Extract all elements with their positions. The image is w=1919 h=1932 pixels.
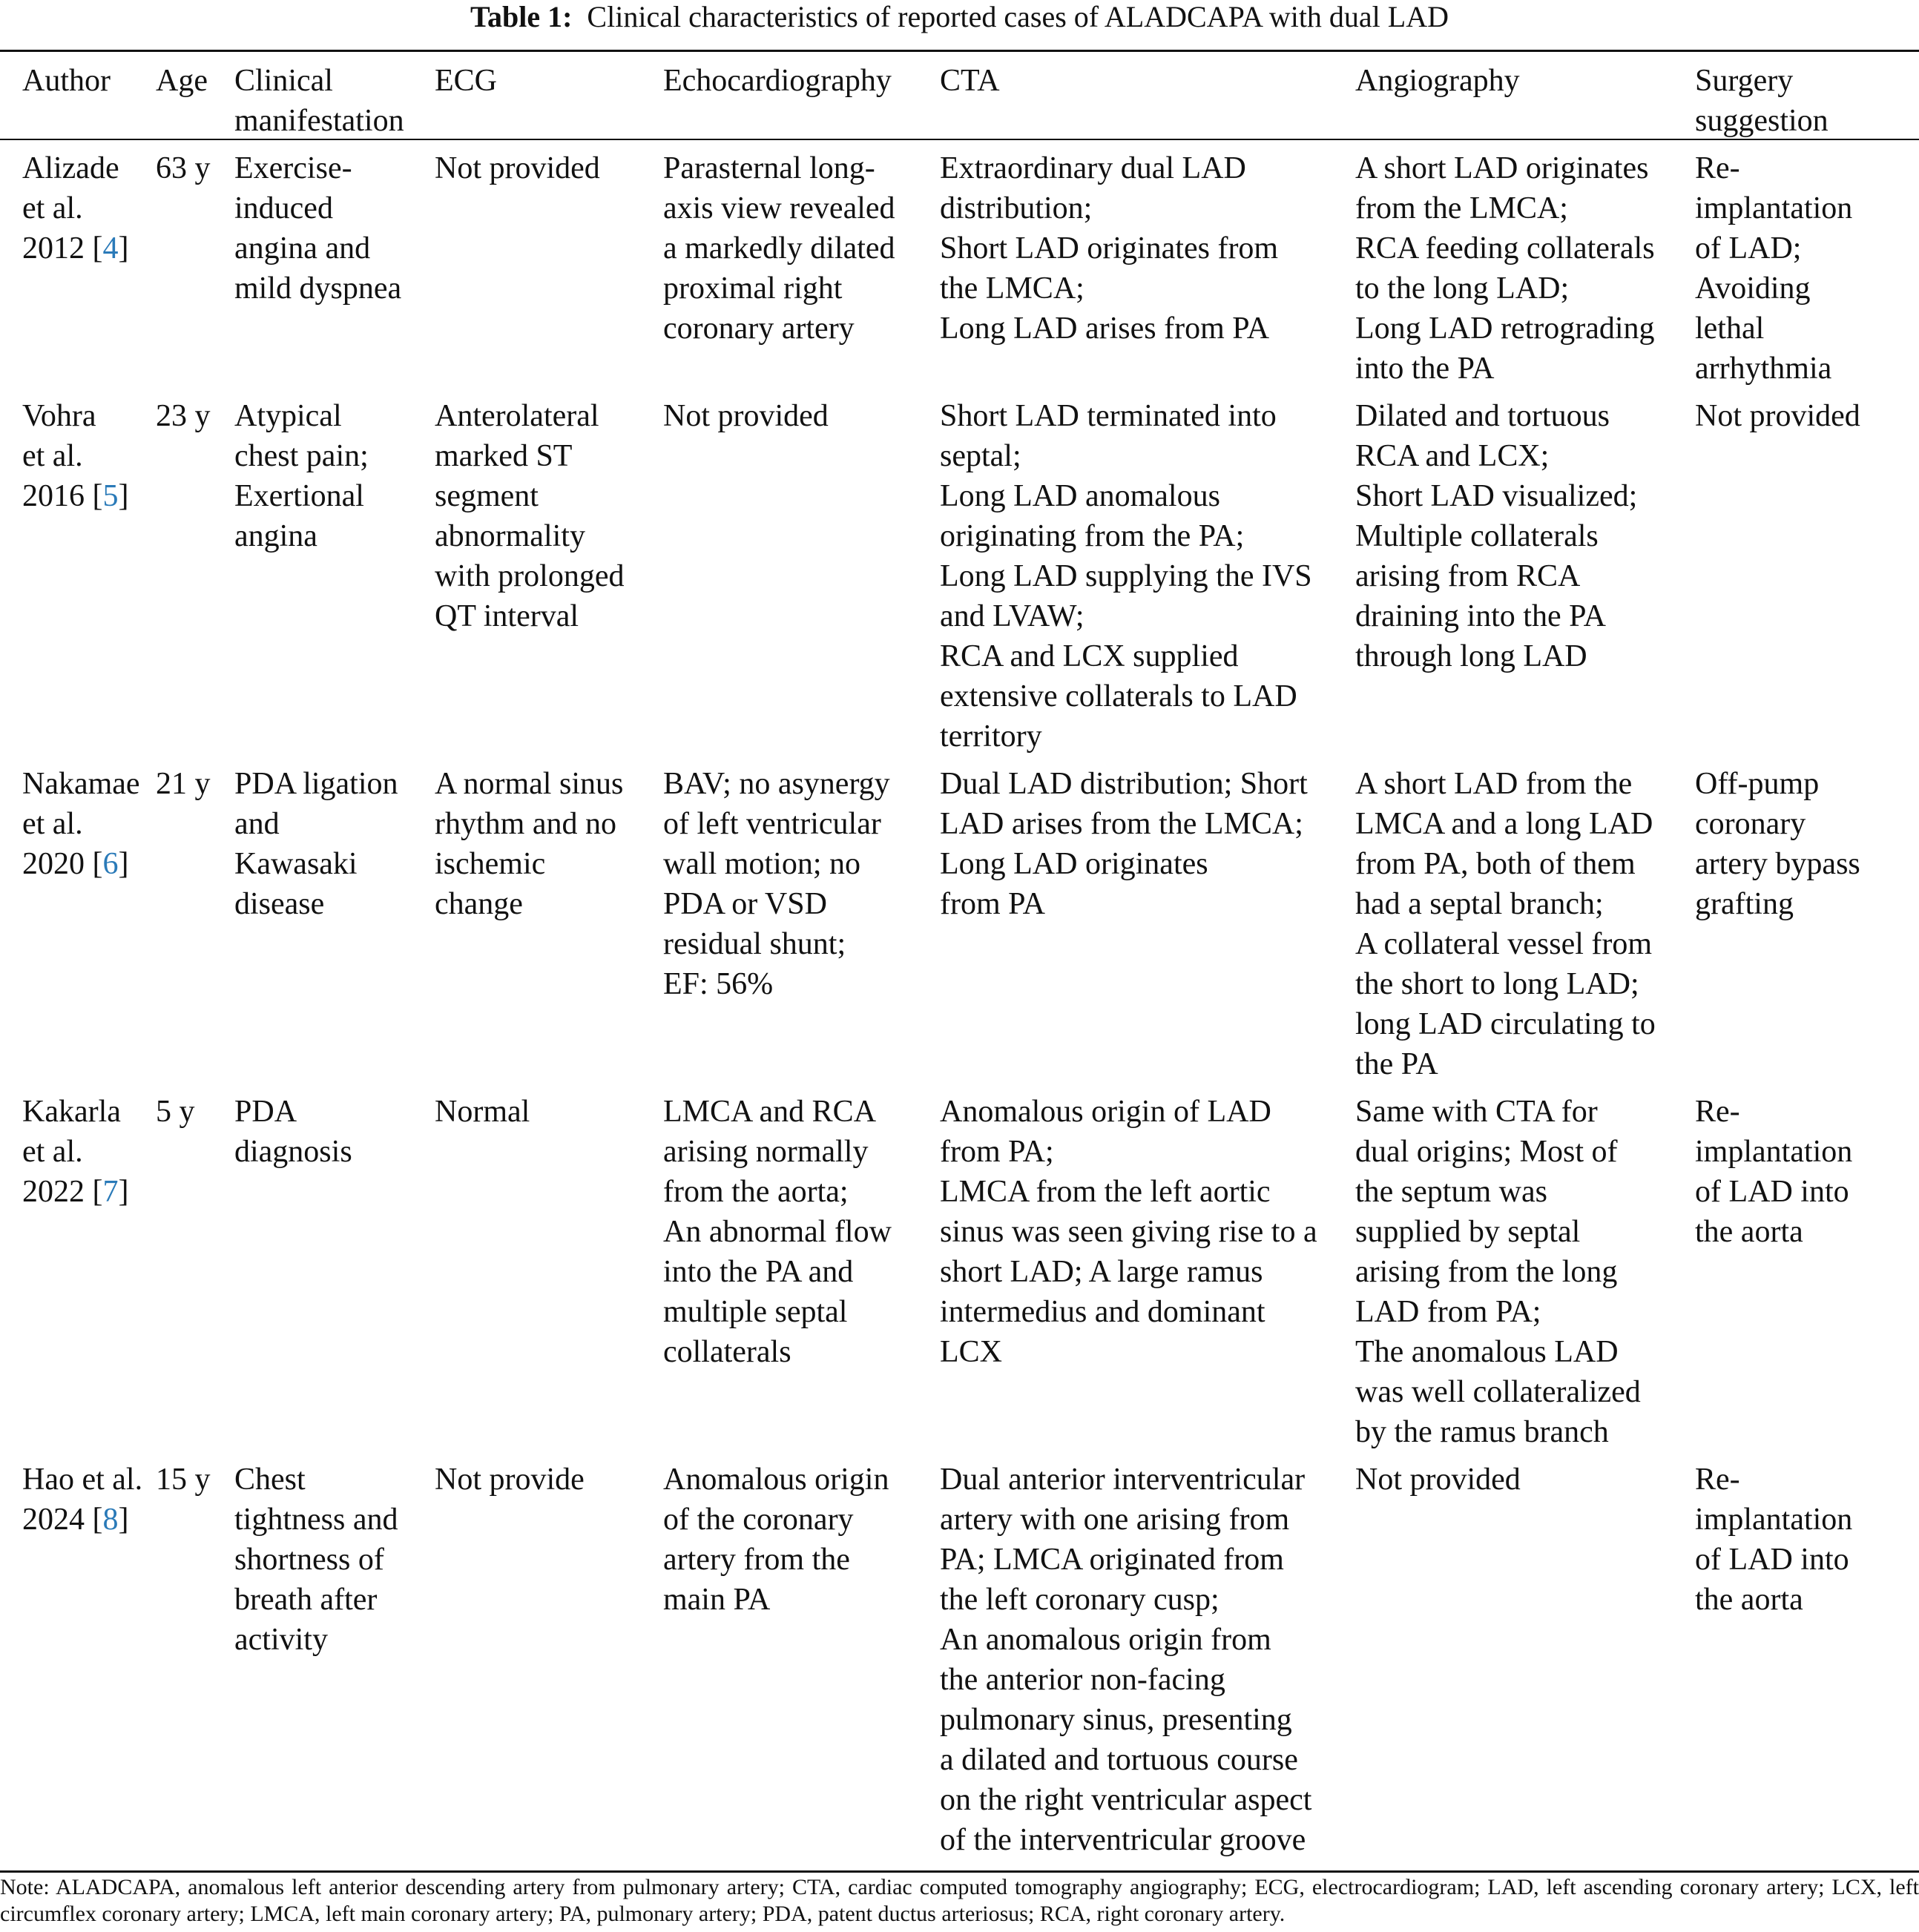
cell-line: Not provide <box>435 1463 585 1497</box>
author-year: 2020 <box>22 847 85 881</box>
cell-line: Alizade <box>22 151 119 185</box>
cell-angiography <box>1355 1084 1695 1452</box>
cell-line: implantation <box>1695 1135 1853 1169</box>
cell-line: pulmonary sinus, presenting <box>940 1703 1292 1737</box>
cell-line <box>22 476 156 516</box>
cell-line: main PA <box>663 1583 771 1617</box>
cell-line: The anomalous LAD <box>1355 1335 1619 1369</box>
cell-line: Long LAD anomalous <box>940 479 1220 513</box>
header-age <box>156 52 234 141</box>
cell-line: Long LAD originates <box>940 847 1208 881</box>
table-note: Note: ALADCAPA, anomalous left anterior descending artery from pulmonary artery; CTA, cardiac computed tomography angiography; ECG, electrocardiogram; LAD, left ascending coronary artery; LCX, left circumflex coronary artery; LMCA, left main coronary artery; PA, pulmonary artery; PDA, patent ductus arteriosus; RCA, right coronary artery. <box>0 1875 1919 1926</box>
cell-clinical-manifestation <box>234 389 435 756</box>
cell-ecg <box>435 389 663 756</box>
cell-line: intermedius and dominant <box>940 1295 1265 1329</box>
cell-line: the aorta <box>1695 1583 1803 1617</box>
cell-surgery-suggestion <box>1695 1084 1919 1452</box>
cell-echocardiography <box>663 756 940 1084</box>
cell-age: 5 y <box>156 1095 195 1129</box>
cell-line: Not provided <box>1355 1463 1521 1497</box>
cell-line <box>22 1172 156 1212</box>
cell-line: Anterolateral <box>435 399 599 433</box>
cell-line: into the PA <box>1355 352 1495 386</box>
cell-line: Re- <box>1695 151 1740 185</box>
cell-line: the LMCA; <box>940 271 1084 306</box>
cell-line <box>22 844 156 884</box>
cell-line: Surgery <box>1695 64 1794 98</box>
reference-link[interactable]: 6 <box>102 847 119 881</box>
cell-line: angina <box>234 519 317 553</box>
cell-cta <box>940 1084 1355 1452</box>
cell-line: et al. <box>22 1135 83 1169</box>
cell-line: sinus was seen giving rise to a <box>940 1215 1317 1249</box>
cell-line: Not provided <box>435 151 600 185</box>
cell-line: extensive collaterals to LAD <box>940 679 1297 713</box>
cell-clinical-manifestation <box>234 1084 435 1452</box>
cell-line: Dilated and tortuous <box>1355 399 1610 433</box>
cell-line: Parasternal long- <box>663 151 875 185</box>
cell-line: axis view revealed <box>663 191 895 225</box>
cell-line: the left coronary cusp; <box>940 1583 1219 1617</box>
cell-line: Hao et al. <box>22 1463 143 1497</box>
cell-echocardiography <box>663 1084 940 1452</box>
cell-line: et al. <box>22 439 83 473</box>
cell-line: CTA <box>940 64 1000 98</box>
cell-line: of left ventricular <box>663 807 881 841</box>
cell-line: territory <box>940 719 1042 754</box>
cell-line: Atypical <box>234 399 342 433</box>
table-caption-text: Clinical characteristics of reported cases of ALADCAPA with dual LAD <box>587 0 1449 33</box>
cell-line: Re- <box>1695 1095 1740 1129</box>
cell-line: Off-pump <box>1695 767 1820 801</box>
cell-author <box>0 389 156 756</box>
cell-echocardiography <box>663 389 940 756</box>
table-row <box>0 389 1919 756</box>
cell-line: the septum was <box>1355 1175 1547 1209</box>
cell-line: disease <box>234 887 325 921</box>
ref-bracket: [ <box>85 1503 103 1537</box>
header-row <box>0 52 1919 141</box>
cell-line: coronary artery <box>663 311 855 346</box>
cell-line: of LAD into <box>1695 1543 1849 1577</box>
reference-link[interactable]: 7 <box>102 1175 119 1209</box>
cell-author <box>0 1084 156 1452</box>
cell-line <box>22 1500 156 1540</box>
cell-line: arising from the long <box>1355 1255 1618 1289</box>
cell-line: originating from the PA; <box>940 519 1245 553</box>
cell-line: Not provided <box>663 399 829 433</box>
header-surgery-suggestion <box>1695 52 1919 141</box>
table-caption-label: Table 1: <box>470 0 573 33</box>
cell-line: chest pain; <box>234 439 369 473</box>
cell-line: Re- <box>1695 1463 1740 1497</box>
cell-line: PA; LMCA originated from <box>940 1543 1284 1577</box>
cell-line: diagnosis <box>234 1135 352 1169</box>
cell-line: from the LMCA; <box>1355 191 1568 225</box>
cell-line: Dual LAD distribution; Short <box>940 767 1308 801</box>
header-angiography <box>1355 52 1695 141</box>
table-row <box>0 1084 1919 1452</box>
cell-line: and <box>234 807 280 841</box>
cell-line: segment <box>435 479 539 513</box>
reference-link[interactable]: 4 <box>102 231 119 266</box>
cell-line: by the ramus branch <box>1355 1415 1609 1449</box>
cell-author <box>0 756 156 1084</box>
cell-line: artery bypass <box>1695 847 1860 881</box>
cell-cta <box>940 389 1355 756</box>
cell-line: of LAD; <box>1695 231 1802 266</box>
cell-line: breath after <box>234 1583 378 1617</box>
cell-age: 15 y <box>156 1463 211 1497</box>
cell-line: Age <box>156 64 208 98</box>
cell-line: arising normally <box>663 1135 869 1169</box>
cell-line: of LAD into <box>1695 1175 1849 1209</box>
cell-line: through long LAD <box>1355 639 1587 673</box>
cell-ecg <box>435 141 663 389</box>
cell-line: the anterior non-facing <box>940 1663 1225 1697</box>
cell-angiography <box>1355 389 1695 756</box>
table-row <box>0 141 1919 389</box>
cell-line: Short LAD originates from <box>940 231 1279 266</box>
cell-line: the short to long LAD; <box>1355 967 1639 1001</box>
clinical-characteristics-table <box>0 52 1919 1860</box>
cell-line: shortness of <box>234 1543 384 1577</box>
cell-line: Not provided <box>1695 399 1860 433</box>
cell-line: manifestation <box>234 104 404 138</box>
cell-line: arrhythmia <box>1695 352 1832 386</box>
cell-echocardiography <box>663 1452 940 1860</box>
cell-line <box>22 228 156 268</box>
cell-line: induced <box>234 191 333 225</box>
cell-angiography <box>1355 756 1695 1084</box>
cell-line: A normal sinus <box>435 767 624 801</box>
cell-line: from PA <box>940 887 1045 921</box>
cell-line: multiple septal <box>663 1295 848 1329</box>
cell-line: artery with one arising from <box>940 1503 1290 1537</box>
cell-line: Avoiding <box>1695 271 1811 306</box>
cell-line: EF: 56% <box>663 967 774 1001</box>
cell-age: 63 y <box>156 151 211 185</box>
cell-line: angina and <box>234 231 371 266</box>
cell-line: to the long LAD; <box>1355 271 1570 306</box>
cell-line: into the PA and <box>663 1255 854 1289</box>
cell-line: Chest <box>234 1463 306 1497</box>
cell-line: PDA ligation <box>234 767 398 801</box>
reference-link[interactable]: 8 <box>102 1503 119 1537</box>
cell-line: the aorta <box>1695 1215 1803 1249</box>
cell-line: of the interventricular groove <box>940 1823 1306 1857</box>
cell-line: Author <box>22 64 111 98</box>
cell-line: short LAD; A large ramus <box>940 1255 1263 1289</box>
ref-bracket: ] <box>118 1503 129 1537</box>
cell-line: coronary <box>1695 807 1806 841</box>
cell-line: lethal <box>1695 311 1765 346</box>
cell-ecg <box>435 756 663 1084</box>
author-year: 2022 <box>22 1175 85 1209</box>
cell-cta <box>940 141 1355 389</box>
cell-line: activity <box>234 1623 328 1657</box>
cell-line: et al. <box>22 807 83 841</box>
cell-line: Multiple collaterals <box>1355 519 1599 553</box>
cell-line: RCA feeding collaterals <box>1355 231 1655 266</box>
cell-line: draining into the PA <box>1355 599 1606 633</box>
cell-line: and LVAW; <box>940 599 1084 633</box>
ref-bracket: ] <box>118 231 129 266</box>
cell-line: Echocardiography <box>663 64 892 98</box>
cell-line: of the coronary <box>663 1503 854 1537</box>
cell-line: was well collateralized <box>1355 1375 1641 1409</box>
cell-line: Long LAD arises from PA <box>940 311 1270 346</box>
ref-bracket: ] <box>118 847 129 881</box>
cell-line: Kawasaki <box>234 847 358 881</box>
cell-line: Anomalous origin of LAD <box>940 1095 1271 1129</box>
ref-bracket: ] <box>118 1175 129 1209</box>
cell-line: septal; <box>940 439 1021 473</box>
cell-line: Extraordinary dual LAD <box>940 151 1246 185</box>
cell-line: artery from the <box>663 1543 850 1577</box>
bottom-rule <box>0 1870 1919 1873</box>
cell-line: ECG <box>435 64 497 98</box>
cell-line: long LAD circulating to <box>1355 1007 1656 1041</box>
cell-line: with prolonged <box>435 559 625 593</box>
cell-clinical-manifestation <box>234 141 435 389</box>
cell-age: 21 y <box>156 767 211 801</box>
author-year: 2012 <box>22 231 85 266</box>
cell-line: et al. <box>22 191 83 225</box>
cell-line: Anomalous origin <box>663 1463 889 1497</box>
ref-bracket: [ <box>85 1175 103 1209</box>
ref-bracket: [ <box>85 231 103 266</box>
header-clinical-manifestation <box>234 52 435 141</box>
cell-line: from PA, both of them <box>1355 847 1636 881</box>
cell-line: Nakamae <box>22 767 140 801</box>
cell-line: suggestion <box>1695 104 1829 138</box>
cell-line: Dual anterior interventricular <box>940 1463 1306 1497</box>
cell-line: LAD arises from the LMCA; <box>940 807 1303 841</box>
author-year: 2024 <box>22 1503 85 1537</box>
cell-line: Short LAD visualized; <box>1355 479 1638 513</box>
cell-line: supplied by septal <box>1355 1215 1581 1249</box>
cell-line: had a septal branch; <box>1355 887 1604 921</box>
cell-line: arising from RCA <box>1355 559 1581 593</box>
table-row <box>0 1452 1919 1860</box>
cell-line: grafting <box>1695 887 1794 921</box>
cell-line: BAV; no asynergy <box>663 767 890 801</box>
cell-line: tightness and <box>234 1503 398 1537</box>
reference-link[interactable]: 5 <box>102 479 119 513</box>
cell-line: the PA <box>1355 1047 1438 1081</box>
cell-line: RCA and LCX supplied <box>940 639 1239 673</box>
cell-cta <box>940 1452 1355 1860</box>
cell-line: An abnormal flow <box>663 1215 892 1249</box>
header-ecg <box>435 52 663 141</box>
cell-line: dual origins; Most of <box>1355 1135 1618 1169</box>
cell-line: from PA; <box>940 1135 1054 1169</box>
table-row <box>0 756 1919 1084</box>
cell-ecg <box>435 1084 663 1452</box>
cell-line: LMCA from the left aortic <box>940 1175 1271 1209</box>
cell-line: PDA <box>234 1095 297 1129</box>
cell-line: marked ST <box>435 439 573 473</box>
cell-line: implantation <box>1695 191 1853 225</box>
cell-surgery-suggestion <box>1695 141 1919 389</box>
cell-echocardiography <box>663 141 940 389</box>
cell-line: ischemic <box>435 847 546 881</box>
table-caption <box>0 0 1919 37</box>
cell-line: Long LAD retrograding <box>1355 311 1655 346</box>
cell-line: LAD from PA; <box>1355 1295 1541 1329</box>
cell-line: Long LAD supplying the IVS <box>940 559 1312 593</box>
cell-line: proximal right <box>663 271 843 306</box>
cell-line: change <box>435 887 523 921</box>
cell-author <box>0 1452 156 1860</box>
cell-line: LMCA and RCA <box>663 1095 877 1129</box>
cell-line: Clinical <box>234 64 333 98</box>
cell-line: wall motion; no <box>663 847 860 881</box>
cell-line: Same with CTA for <box>1355 1095 1598 1129</box>
cell-line: A short LAD originates <box>1355 151 1649 185</box>
cell-clinical-manifestation <box>234 1452 435 1860</box>
ref-bracket: [ <box>85 847 103 881</box>
cell-line: LMCA and a long LAD <box>1355 807 1653 841</box>
cell-surgery-suggestion <box>1695 1452 1919 1860</box>
cell-surgery-suggestion <box>1695 756 1919 1084</box>
cell-line: A collateral vessel from <box>1355 927 1653 961</box>
cell-line: PDA or VSD <box>663 887 827 921</box>
cell-age: 23 y <box>156 399 211 433</box>
cell-line: Vohra <box>22 399 96 433</box>
author-year: 2016 <box>22 479 85 513</box>
cell-line: residual shunt; <box>663 927 846 961</box>
cell-line: distribution; <box>940 191 1093 225</box>
cell-line: on the right ventricular aspect <box>940 1783 1312 1817</box>
cell-line: LCX <box>940 1335 1002 1369</box>
cell-ecg <box>435 1452 663 1860</box>
cell-line: from the aorta; <box>663 1175 849 1209</box>
cell-clinical-manifestation <box>234 756 435 1084</box>
cell-angiography <box>1355 1452 1695 1860</box>
cell-line: QT interval <box>435 599 579 633</box>
cell-line: abnormality <box>435 519 585 553</box>
cell-line: Angiography <box>1355 64 1520 98</box>
cell-angiography <box>1355 141 1695 389</box>
cell-surgery-suggestion <box>1695 389 1919 756</box>
cell-line: a markedly dilated <box>663 231 895 266</box>
cell-line: mild dyspnea <box>234 271 402 306</box>
cell-line: Exertional <box>234 479 364 513</box>
cell-line: An anomalous origin from <box>940 1623 1271 1657</box>
cell-line: rhythm and no <box>435 807 616 841</box>
cell-line: Exercise- <box>234 151 352 185</box>
cell-line: Short LAD terminated into <box>940 399 1277 433</box>
cell-line: a dilated and tortuous course <box>940 1743 1298 1777</box>
cell-line: implantation <box>1695 1503 1853 1537</box>
cell-line: Kakarla <box>22 1095 121 1129</box>
header-author <box>0 52 156 141</box>
cell-line: A short LAD from the <box>1355 767 1633 801</box>
header-echocardiography <box>663 52 940 141</box>
header-cta <box>940 52 1355 141</box>
cell-author <box>0 141 156 389</box>
ref-bracket: [ <box>85 479 103 513</box>
ref-bracket: ] <box>118 479 129 513</box>
cell-line: RCA and LCX; <box>1355 439 1550 473</box>
cell-line: collaterals <box>663 1335 791 1369</box>
cell-cta <box>940 756 1355 1084</box>
cell-line: Normal <box>435 1095 530 1129</box>
